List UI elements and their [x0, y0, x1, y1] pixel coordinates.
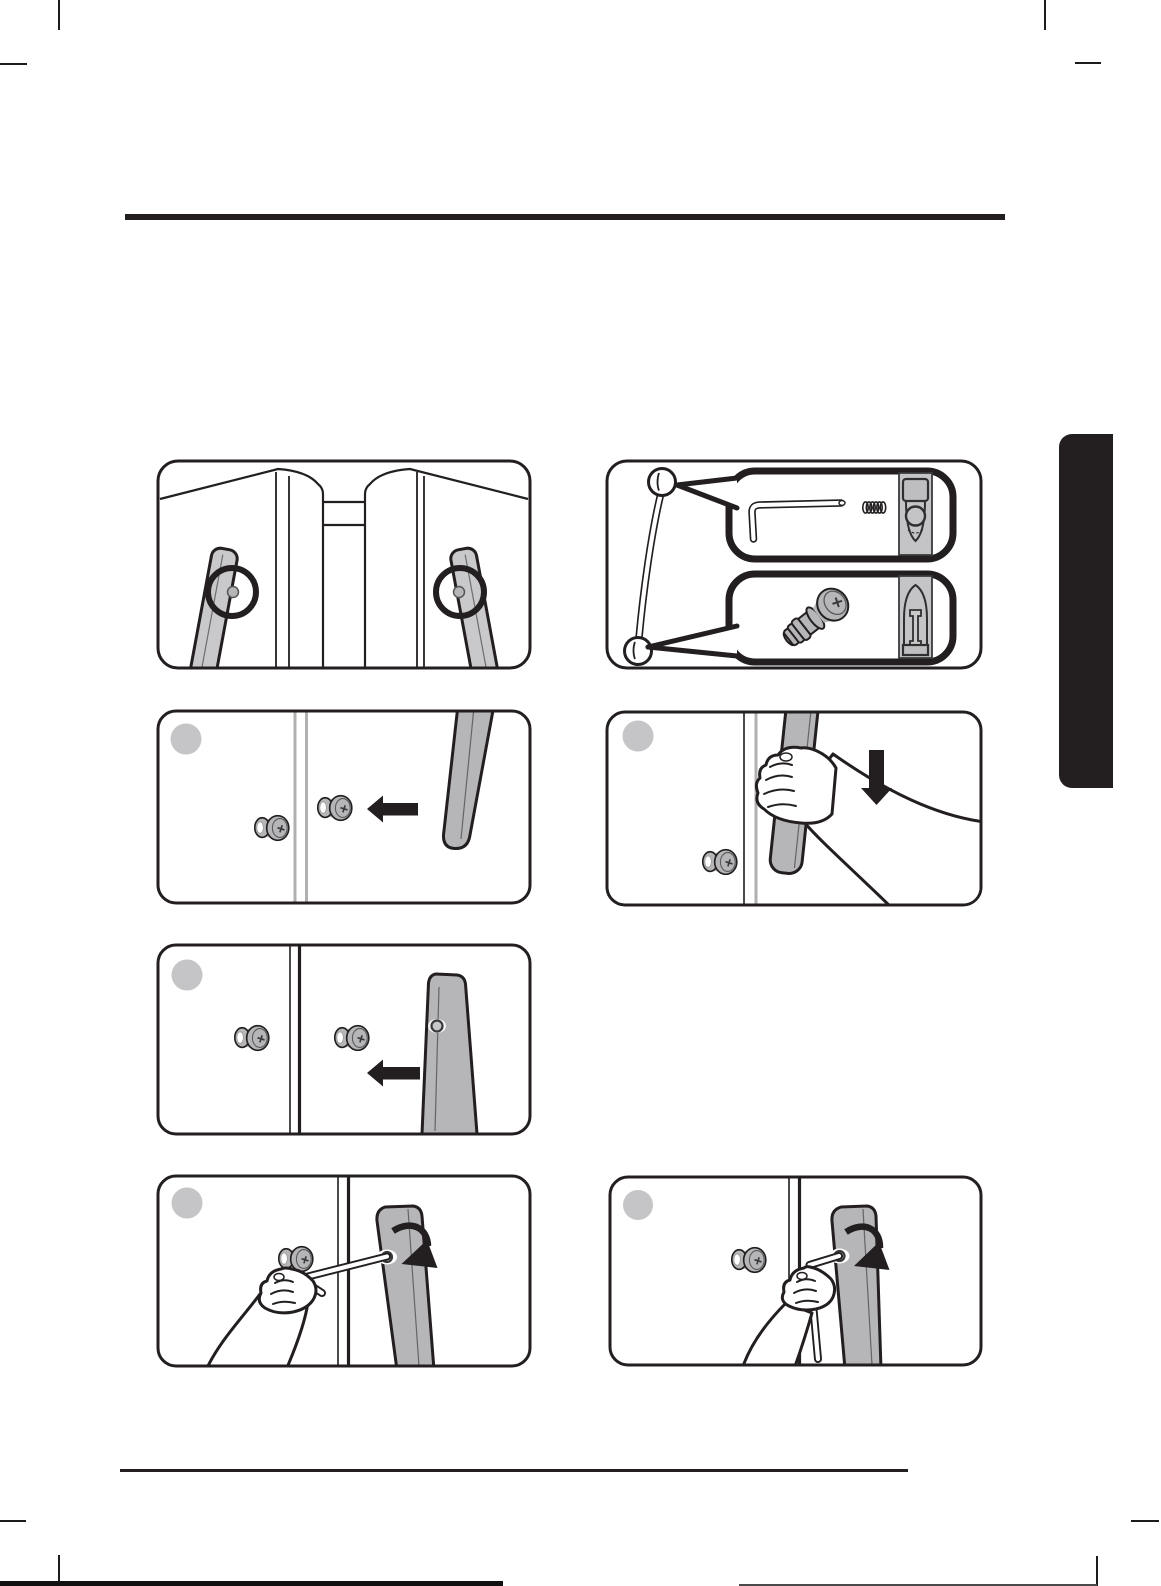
mounting-screw-icon — [335, 1026, 369, 1051]
crop-mark-bottom-right-v — [1096, 1556, 1098, 1586]
figure-step-push-handle-down — [605, 710, 983, 907]
upper-mount-icon — [899, 473, 932, 555]
section-top-rule — [125, 214, 1005, 220]
step-badge — [623, 1190, 653, 1220]
lower-mount-icon — [899, 576, 932, 658]
figure-door-tops — [156, 459, 532, 670]
figure-step-tighten-upper — [156, 1174, 532, 1368]
scan-edge-artifact-thin — [739, 1584, 1097, 1586]
mounting-screw-icon — [255, 816, 289, 841]
figure-step-align-handle — [156, 943, 532, 1136]
scan-edge-artifact — [0, 1581, 503, 1586]
crop-mark-bottom-left-h — [0, 1520, 26, 1522]
figure-parts-callout — [605, 459, 983, 670]
footer-rule — [120, 1469, 908, 1472]
mounting-screw-icon — [732, 1248, 766, 1273]
step-badge — [172, 960, 203, 991]
set-screw-hole — [432, 1021, 443, 1032]
crop-mark-top-left-v — [58, 0, 60, 30]
step-badge — [171, 724, 202, 755]
step-badge — [172, 1188, 203, 1219]
mounting-screw-icon — [703, 850, 737, 875]
crop-mark-top-right-h — [1075, 62, 1101, 64]
figure-step-tighten-lower — [608, 1175, 983, 1367]
crop-mark-bottom-right-h — [1131, 1520, 1159, 1522]
step-badge — [623, 721, 654, 752]
figure-step-remove-handle — [156, 709, 532, 905]
chapter-side-tab — [1059, 434, 1113, 788]
crop-mark-top-left-h — [0, 63, 27, 65]
mounting-screw-icon — [318, 796, 352, 821]
mounting-screw-icon — [235, 1026, 269, 1051]
crop-mark-top-right-v — [1044, 0, 1046, 30]
